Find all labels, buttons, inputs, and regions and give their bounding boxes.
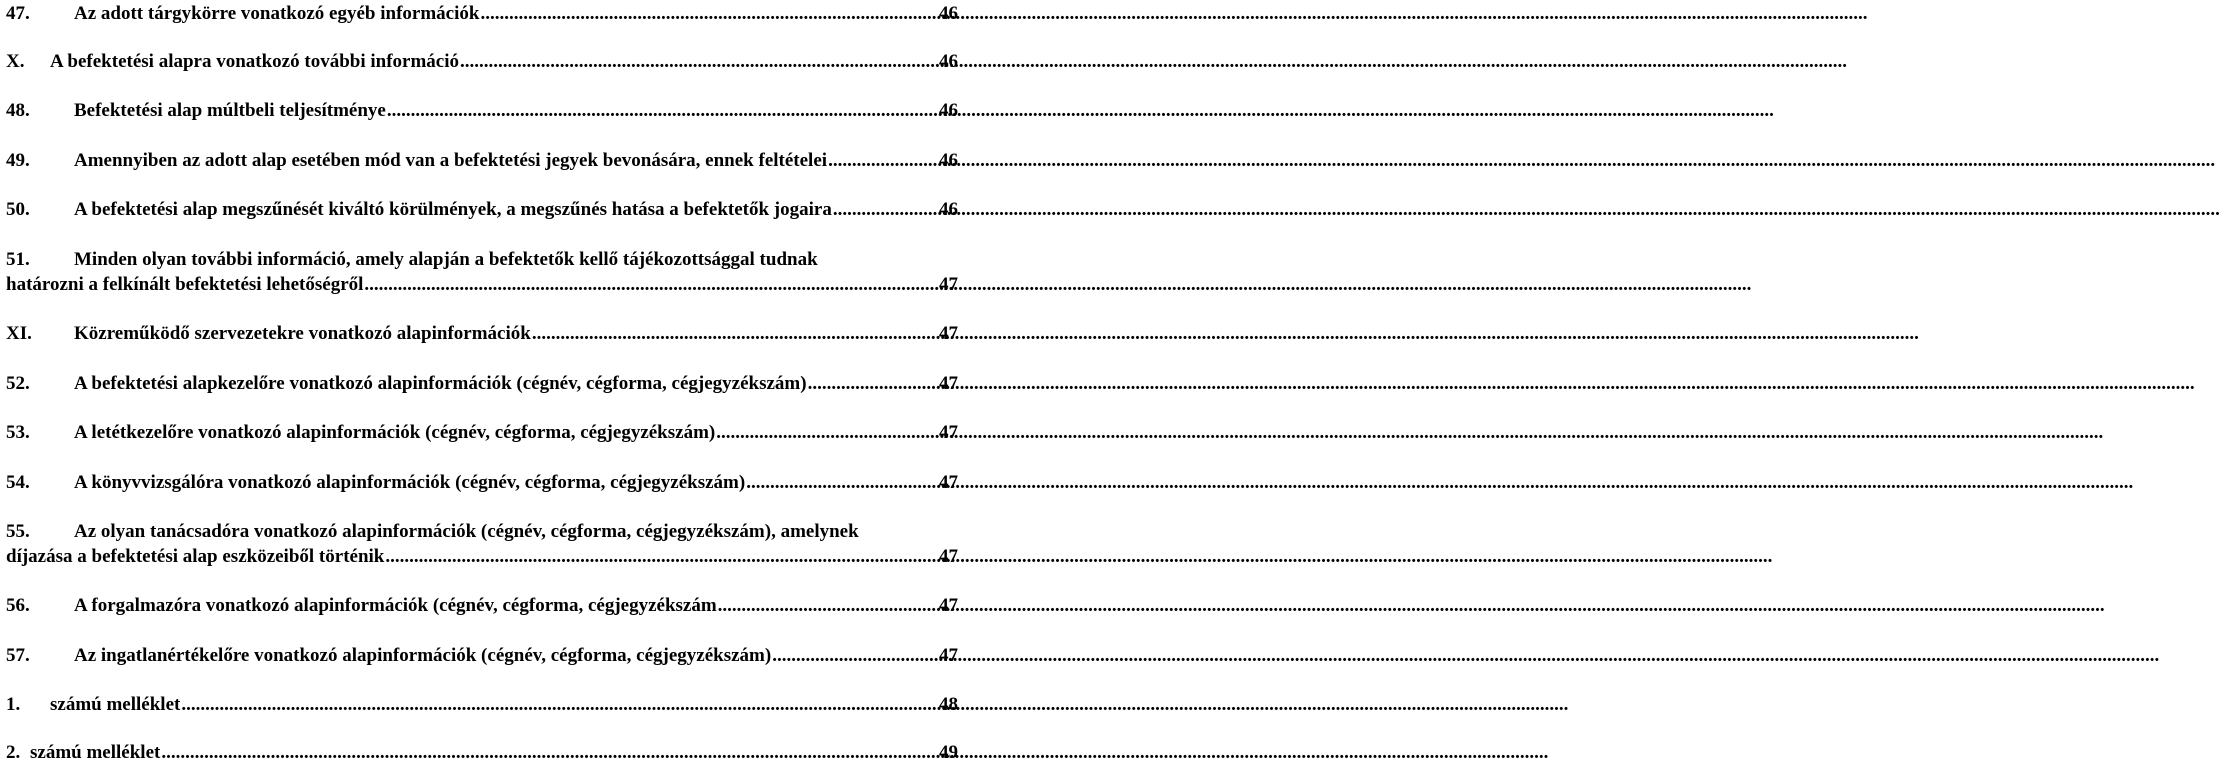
entry-number: 56. <box>6 595 30 616</box>
dot-leader <box>387 99 937 123</box>
entry-title: Az ingatlanértékelőre vonatkozó alapinformációk (cégnév, cégforma, cégjegyzékszám) <box>74 645 772 666</box>
toc-entry-53[interactable] <box>6 421 958 445</box>
entry-title: A befektetési alap megszűnését kiváltó körülmények, a megszűnés hatása a befektetők jogaira <box>74 199 832 220</box>
entry-number: 47. <box>6 3 30 24</box>
entry-title: Az adott tárgykörre vonatkozó egyéb információk <box>74 3 480 24</box>
entry-title: számú melléklet <box>50 694 181 715</box>
dot-leader <box>833 198 937 222</box>
dot-leader <box>480 2 937 26</box>
entry-title: A befektetési alapkezelőre vonatkozó alapinformációk (cégnév, cégforma, cégjegyzékszám) <box>74 373 807 394</box>
entry-number: 51. <box>6 249 30 270</box>
entry-number: 54. <box>6 472 30 493</box>
toc-entry-x[interactable] <box>6 50 958 74</box>
toc-entry-51-line1[interactable] <box>6 248 958 272</box>
entry-title: Befektetési alap múltbeli teljesítménye <box>74 100 386 121</box>
entry-number: X. <box>6 51 25 72</box>
entry-title: A forgalmazóra vonatkozó alapinformációk (cégnév, cégforma, cégjegyzékszám <box>74 595 717 616</box>
entry-number: 57. <box>6 645 30 666</box>
dot-leader <box>808 372 937 396</box>
dot-leader <box>385 545 937 569</box>
dot-leader <box>181 693 937 717</box>
entry-page-number: 46 <box>939 100 958 121</box>
entry-number: 53. <box>6 422 30 443</box>
dot-leader <box>161 741 937 765</box>
toc-entry-55-line1[interactable] <box>6 520 958 544</box>
toc-entry-52[interactable] <box>6 372 958 396</box>
toc-entry-47[interactable] <box>6 2 958 26</box>
toc-entry-54[interactable] <box>6 471 958 495</box>
toc-entry-56[interactable] <box>6 594 958 618</box>
entry-page-number: 46 <box>939 51 958 72</box>
entry-number: 2. <box>6 742 21 763</box>
entry-number: 49. <box>6 150 30 171</box>
dot-leader <box>718 594 937 618</box>
entry-page-number: 49 <box>939 742 958 763</box>
entry-page-number: 47 <box>939 546 958 567</box>
entry-title: Amennyiben az adott alap esetében mód van a befektetési jegyek bevonására, ennek feltételei <box>74 150 828 171</box>
entry-page-number: 46 <box>939 150 958 171</box>
table-of-contents <box>0 0 960 766</box>
entry-title-line1: Az olyan tanácsadóra vonatkozó alapinformációk (cégnév, cégforma, cégjegyzékszám), amelynek <box>74 521 859 542</box>
entry-page-number: 47 <box>939 323 958 344</box>
toc-entry-50[interactable] <box>6 198 958 222</box>
entry-page-number: 47 <box>939 472 958 493</box>
dot-leader <box>746 471 937 495</box>
entry-title-line1: Minden olyan további információ, amely alapján a befektetők kellő tájékozottsággal tudnak <box>74 249 818 270</box>
dot-leader <box>532 322 937 346</box>
toc-entry-annex-1[interactable] <box>6 693 958 717</box>
dot-leader <box>716 421 937 445</box>
entry-number: 50. <box>6 199 30 220</box>
entry-number: 55. <box>6 521 30 542</box>
entry-title: díjazása a befektetési alap eszközeiből történik <box>6 546 385 567</box>
entry-page-number: 48 <box>939 694 958 715</box>
dot-leader <box>364 273 937 297</box>
entry-page-number: 47 <box>939 595 958 616</box>
toc-entry-55[interactable] <box>6 545 958 569</box>
entry-number: 1. <box>6 694 21 715</box>
entry-page-number: 46 <box>939 199 958 220</box>
toc-entry-48[interactable] <box>6 99 958 123</box>
entry-title: számú melléklet <box>30 742 161 763</box>
entry-title: A könyvvizsgálóra vonatkozó alapinformációk (cégnév, cégforma, cégjegyzékszám) <box>74 472 746 493</box>
entry-title: Közreműködő szervezetekre vonatkozó alapinformációk <box>74 323 531 344</box>
entry-page-number: 47 <box>939 274 958 295</box>
entry-number: 48. <box>6 100 30 121</box>
entry-number: 52. <box>6 373 30 394</box>
toc-entry-57[interactable] <box>6 644 958 668</box>
entry-title: határozni a felkínált befektetési lehetőségről <box>6 274 364 295</box>
entry-title: A letétkezelőre vonatkozó alapinformációk (cégnév, cégforma, cégjegyzékszám) <box>74 422 716 443</box>
entry-title: A befektetési alapra vonatkozó további információ <box>50 51 460 72</box>
entry-page-number: 47 <box>939 422 958 443</box>
entry-page-number: 46 <box>939 3 958 24</box>
toc-entry-xi[interactable] <box>6 322 958 346</box>
entry-page-number: 47 <box>939 373 958 394</box>
toc-entry-49[interactable] <box>6 149 958 173</box>
entry-number: XI. <box>6 323 32 344</box>
dot-leader <box>828 149 937 173</box>
dot-leader <box>460 50 937 74</box>
toc-entry-annex-2[interactable] <box>6 741 958 765</box>
entry-page-number: 47 <box>939 645 958 666</box>
dot-leader <box>772 644 937 668</box>
toc-entry-51[interactable] <box>6 273 958 297</box>
